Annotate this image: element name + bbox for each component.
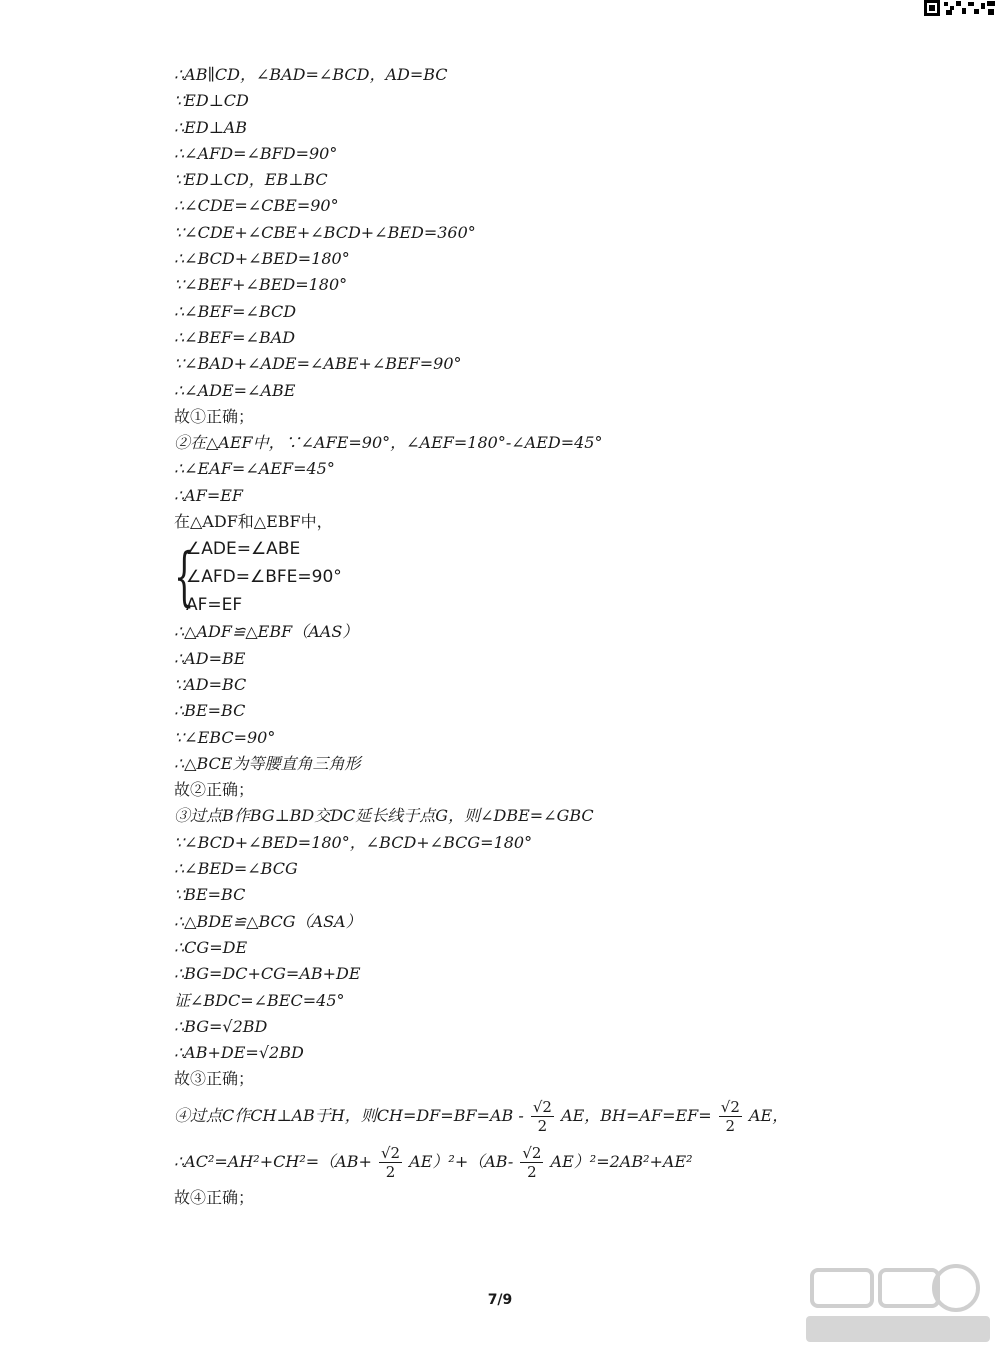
solution-line: 故②正确； bbox=[174, 780, 255, 800]
solution-line: ∴∠BED=∠BCG bbox=[174, 859, 298, 879]
solution-line: ∴∠BEF=∠BCD bbox=[174, 301, 297, 321]
condition-line: ∠AFD=∠BFE=90° bbox=[186, 567, 342, 588]
left-brace: { bbox=[174, 540, 195, 615]
fraction: $\frac{√2}{2}$ bbox=[522, 1143, 542, 1181]
step-4-line: ④过点C作CH⊥AB于H，则CH=DF=BF=AB - $\frac{√2}{2}$ AE，BH=AF=EF= $\frac{√2}{2}$ AE， bbox=[174, 1097, 789, 1135]
solution-line: ②在△AEF中，∵∠AFE=90°，∠AEF=180°-∠AED=45° bbox=[174, 433, 603, 453]
solution-line: ∴BG=√2BD bbox=[174, 1016, 268, 1036]
solution-line: ∴∠BCD+∠BED=180° bbox=[174, 249, 350, 269]
conclusion-line: 故④正确； bbox=[174, 1187, 255, 1207]
solution-line: ∴AB+DE=√2BD bbox=[174, 1043, 304, 1063]
solution-line: 故③正确； bbox=[174, 1069, 255, 1089]
solution-line: ∴∠AFD=∠BFD=90° bbox=[174, 143, 338, 163]
solution-line: ∴AB∥CD，∠BAD=∠BCD，AD=BC bbox=[174, 65, 448, 84]
solution-line: ∴∠CDE=∠CBE=90° bbox=[174, 196, 339, 216]
solution-line: 在△ADF和△EBF中， bbox=[174, 512, 333, 532]
ac-squared-line: ∴AC²=AH²+CH²=（AB+ $\frac{√2}{2}$ AE）²+（AB- $\frac{√2}{2}$ AE）²=2AB²+AE² bbox=[174, 1143, 693, 1181]
solution-line: ∵∠BEF+∠BED=180° bbox=[174, 275, 348, 295]
solution-line: ∵∠EBC=90° bbox=[174, 727, 276, 747]
solution-body bbox=[174, 62, 894, 1211]
solution-line: ∵ED⊥CD，EB⊥BC bbox=[174, 170, 328, 190]
solution-line: ∴∠EAF=∠AEF=45° bbox=[174, 459, 335, 479]
solution-line: ∴AD=BE bbox=[174, 648, 246, 668]
solution-line: ∴△BDE≌△BCG（ASA） bbox=[174, 911, 362, 931]
solution-line: ∴∠ADE=∠ABE bbox=[174, 380, 296, 400]
condition-line: AF=EF bbox=[186, 595, 243, 616]
solution-line: ∴BG=DC+CG=AB+DE bbox=[174, 964, 361, 984]
fraction: $\frac{√2}{2}$ bbox=[532, 1097, 552, 1135]
solution-line: ∴CG=DE bbox=[174, 937, 248, 957]
solution-line: ∴BE=BC bbox=[174, 701, 246, 721]
solution-line: ∴∠BEF=∠BAD bbox=[174, 327, 296, 347]
solution-line: ③过点B作BG⊥BD交DC延长线于点G，则∠DBE=∠GBC bbox=[174, 806, 594, 826]
watermark-logo bbox=[806, 1262, 990, 1346]
solution-line: ∵∠BAD+∠ADE=∠ABE+∠BEF=90° bbox=[174, 354, 462, 374]
solution-line: 故①正确； bbox=[174, 406, 255, 426]
qr-code-icon bbox=[924, 0, 996, 16]
fraction: $\frac{√2}{2}$ bbox=[720, 1097, 740, 1135]
solution-line: 证∠BDC=∠BEC=45° bbox=[174, 990, 345, 1010]
solution-line: ∵BE=BC bbox=[174, 885, 246, 905]
solution-line: ∵ED⊥CD bbox=[174, 91, 249, 111]
congruence-conditions bbox=[174, 535, 894, 619]
solution-line: ∵AD=BC bbox=[174, 674, 247, 694]
solution-line: ∵∠CDE+∠CBE+∠BCD+∠BED=360° bbox=[174, 222, 476, 242]
solution-line: ∴AF=EF bbox=[174, 485, 244, 505]
solution-line: ∴△ADF≌△EBF（AAS） bbox=[174, 622, 359, 642]
solution-line: ∵∠BCD+∠BED=180°，∠BCD+∠BCG=180° bbox=[174, 832, 533, 852]
solution-line: ∴△BCE为等腰直角三角形 bbox=[174, 753, 361, 773]
fraction: $\frac{√2}{2}$ bbox=[380, 1143, 401, 1181]
page-number: 7/9 bbox=[487, 1292, 513, 1308]
condition-line: ∠ADE=∠ABE bbox=[186, 539, 301, 560]
solution-line: ∴ED⊥AB bbox=[174, 117, 248, 137]
